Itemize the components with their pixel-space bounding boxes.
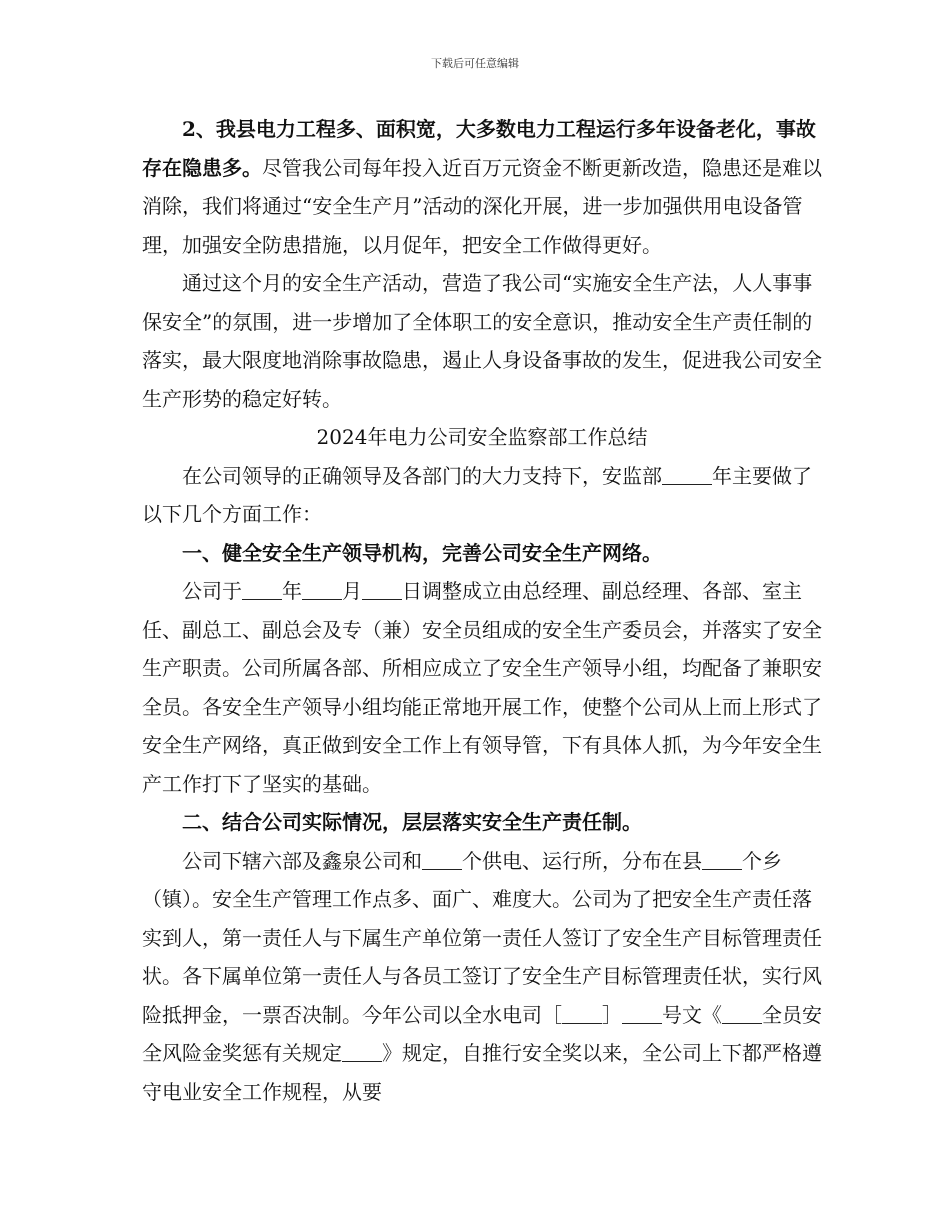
- paragraph-text: 全员安全风险金奖惩有关规定: [142, 1002, 822, 1065]
- paragraph-text: 尽管我公司每年投入近百万元资金不断更新改造，隐患还是难以消除，我们将通过“安全生产月”活动的深化开展，进一步加强供用电设备管理，加强安全防患措施，以月促年，把安全工作做得更好。: [142, 155, 822, 257]
- paragraph-text: 公司下辖六部及鑫泉公司和: [182, 848, 422, 873]
- blank-field: [722, 1003, 762, 1024]
- paragraph-text: 个供电、运行所，分布在县: [462, 848, 702, 873]
- blank-field: [422, 849, 462, 870]
- section-heading: 一、健全安全生产领导机构，完善公司安全生产网络。: [182, 540, 662, 565]
- paragraph-text: 个乡（镇）。安全生产管理工作点多、面广、难度大。公司为了把安全生产责任落实到人，第一责任人与下属生产单位第一责任人签订了安全生产目标管理责任状。各下属单位第一责任人与各员工签订了安全生产目标管理责任状，实行风险抵押金，一票否决制。今年公司以全水电司［: [142, 848, 822, 1027]
- paragraph: [142, 457, 822, 534]
- paragraph-text: 》规定，自推行安全奖以来，全公司上下都严格遵守电业安全工作规程，从要: [142, 1041, 822, 1104]
- section-title: 2024年电力公司安全监察部工作总结: [316, 425, 648, 449]
- paragraph: [142, 842, 822, 1112]
- paragraph: 通过这个月的安全生产活动，营造了我公司“实施安全生产法，人人事事保安全”的氛围，进一步增加了全体职工的安全意识，推动安全生产责任制的落实，最大限度地消除事故隐患，遏止人身设备事故的发生，促进我公司安全生产形势的稳定好转。: [142, 271, 822, 411]
- paragraph-text: 年主要做了以下几个方面工作：: [142, 463, 812, 526]
- document-body: [142, 110, 822, 1111]
- paragraph-text: 月: [342, 579, 362, 603]
- paragraph-text: 在公司领导的正确领导及各部门的大力支持下，安监部: [182, 463, 662, 488]
- blank-field: [562, 1003, 602, 1024]
- blank-field: [622, 1003, 662, 1024]
- blank-field: [702, 849, 742, 870]
- paragraph-text: ］: [602, 1002, 622, 1027]
- blank-field: [662, 464, 712, 485]
- blank-field: [242, 579, 282, 600]
- paragraph-text: 公司于: [182, 579, 242, 603]
- paragraph: [142, 110, 822, 264]
- blank-field: [342, 1041, 382, 1062]
- bold-lead: 2、我县电力工程多、面积宽，大多数电力工程运行多年设备老化，事故存在隐患多。: [142, 117, 816, 180]
- paragraph-text: 日调整成立由总经理、副总经理、各部、室主任、副总工、副总会及专（兼）安全员组成的安全生产委员会，并落实了安全生产职责。公司所属各部、所相应成立了安全生产领导小组，均配备了兼职安全员。各安全生产领导小组均能正常地开展工作，使整个公司从上而上形式了安全生产网络，真正做到安全工作上有领导管，下有具体人抓，为今年安全生产工作打下了坚实的基础。: [142, 579, 822, 796]
- paragraph-text: 号文《: [662, 1002, 722, 1027]
- blank-field: [302, 579, 342, 600]
- blank-field: [362, 579, 402, 600]
- paragraph: [142, 572, 822, 803]
- page-header: 下载后可任意编辑: [431, 57, 519, 70]
- section-heading: 二、结合公司实际情况，层层落实安全生产责任制。: [182, 810, 642, 834]
- paragraph-text: 年: [282, 579, 302, 603]
